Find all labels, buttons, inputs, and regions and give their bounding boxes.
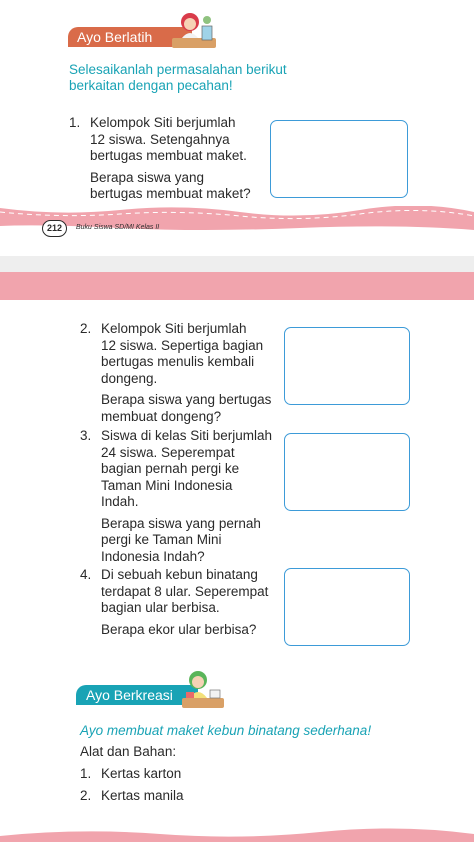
q4-line: terdapat 8 ular. Seperempat [101,583,269,599]
q3-line: pergi ke Taman Mini [101,532,222,547]
answer-box-1[interactable] [270,120,408,198]
footer-wave-band [0,206,474,246]
question-1-number: 1. [69,115,81,130]
q2-line: 12 siswa. Sepertiga bagian [101,337,264,353]
list-item-label: Kertas karton [101,766,182,781]
materials-heading: Alat dan Bahan: [80,744,177,759]
list-item-number: 1. [80,766,92,781]
question-2-text [101,321,271,425]
list-item [80,766,181,781]
q4-line: bagian ular berbisa. [101,600,220,615]
q2-line: Berapa siswa yang bertugas [101,392,272,407]
instruction-maket: Ayo membuat maket kebun binatang sederhana! [80,723,372,738]
question-4-number: 4. [80,567,92,582]
q3-line: Siswa di kelas Siti berjumlah [101,428,273,443]
q1-line: bertugas membuat maket? [90,186,251,201]
q3-line: Taman Mini Indonesia [101,477,233,493]
student-crafting-illustration [176,664,230,714]
q3-line: bagian pernah pergi ke [101,461,240,476]
page-header-band [0,272,474,300]
q2-line: Kelompok Siti berjumlah [101,321,247,336]
q2-line: dongeng. [101,370,158,386]
q1-line: Berapa siswa yang [90,169,205,185]
question-3-text [101,428,272,565]
student-studying-illustration [168,8,222,52]
q3-line: Indah. [101,494,139,509]
page-gap [0,256,474,272]
answer-box-3[interactable] [284,433,410,511]
question-1-text [90,115,251,203]
question-2-number: 2. [80,321,92,336]
q4-line: Berapa ekor ular berbisa? [101,621,257,637]
ayo-berkreasi-label: Ayo Berkreasi [76,685,198,705]
question-3-number: 3. [80,428,92,443]
q4-line: Di sebuah kebun binatang [101,567,258,582]
q3-line: Indonesia Indah? [101,548,205,564]
ayo-berlatih-label: Ayo Berlatih [68,27,192,47]
question-4-text [101,567,268,638]
bottom-wave-band [0,826,474,842]
q1-line: 12 siswa. Setengahnya [90,131,230,147]
q2-line: membuat dongeng? [101,408,222,424]
instruction-pecahan: Selesaikanlah permasalahan berikut berkaitan dengan pecahan! [69,62,287,93]
q3-line: Berapa siswa yang pernah [101,515,261,531]
book-title: Buku Siswa SD/MI Kelas II [76,224,160,231]
q3-line: 24 siswa. Seperempat [101,444,235,460]
page-number-badge: 212 [42,220,67,237]
q1-line: Kelompok Siti berjumlah [90,115,236,130]
q2-line: bertugas menulis kembali [101,354,255,369]
answer-box-4[interactable] [284,568,410,646]
list-item-label: Kertas manila [101,788,184,803]
list-item [80,788,184,803]
answer-box-2[interactable] [284,327,410,405]
q1-line: bertugas membuat maket. [90,148,247,163]
list-item-number: 2. [80,788,92,803]
